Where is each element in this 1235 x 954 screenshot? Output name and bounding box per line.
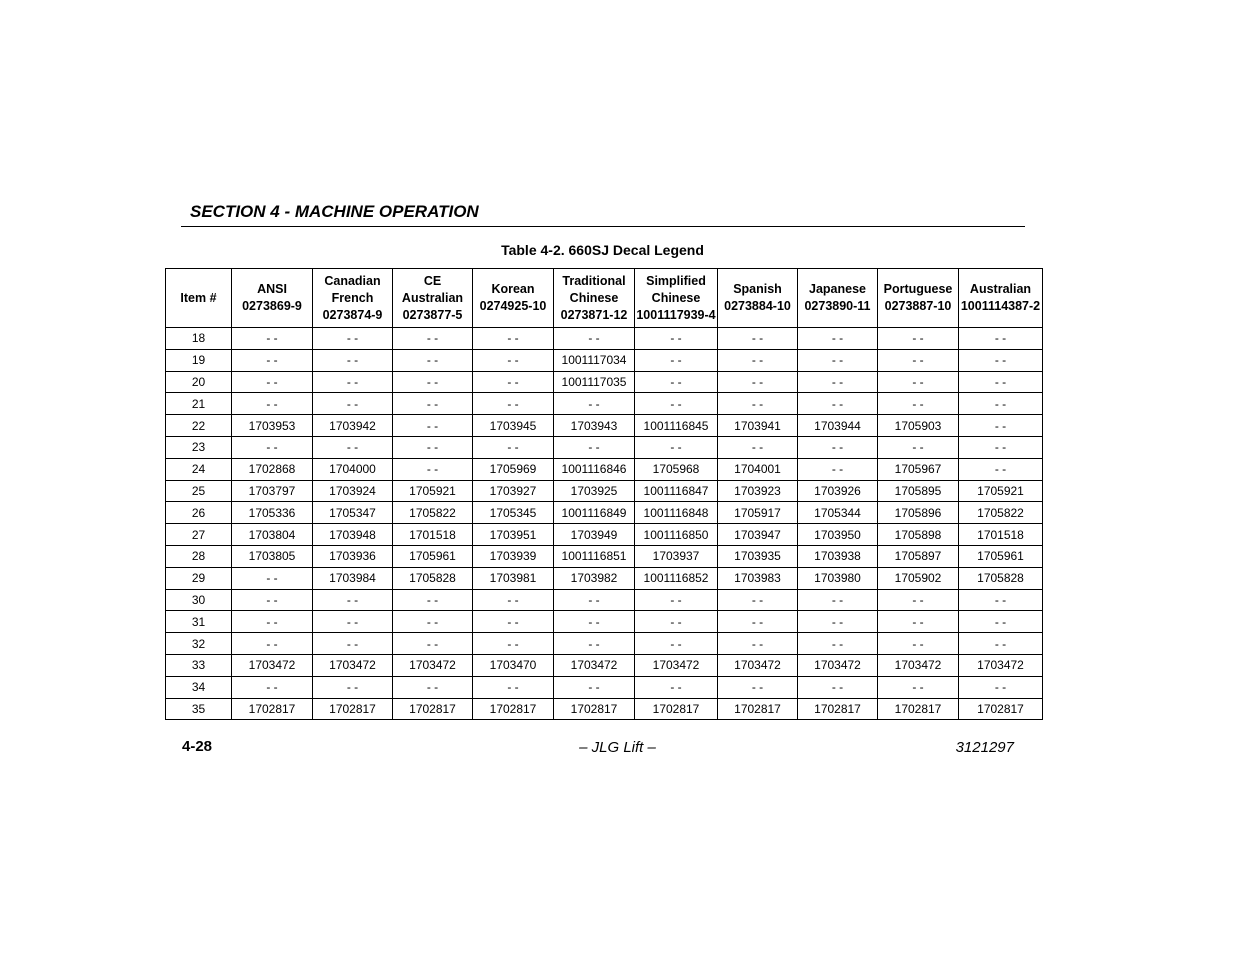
table-cell: 1703472 bbox=[878, 654, 959, 676]
table-cell: 1001116848 bbox=[635, 502, 718, 524]
table-cell: 1703470 bbox=[473, 654, 554, 676]
table-cell: 1703943 bbox=[554, 415, 635, 437]
column-header bbox=[798, 269, 878, 328]
item-number-cell: 32 bbox=[166, 633, 232, 655]
table-cell: - - bbox=[798, 676, 878, 698]
item-number-cell: 35 bbox=[166, 698, 232, 720]
table-cell: - - bbox=[554, 676, 635, 698]
table-cell: 1703938 bbox=[798, 545, 878, 567]
table-cell: 1702817 bbox=[959, 698, 1043, 720]
table-cell: - - bbox=[959, 415, 1043, 437]
table-cell: - - bbox=[232, 371, 313, 393]
table-body bbox=[166, 328, 1043, 720]
table-cell: 1001116846 bbox=[554, 458, 635, 480]
table-row bbox=[166, 654, 1043, 676]
column-header-line: 0273884-10 bbox=[724, 299, 791, 313]
item-number-cell: 26 bbox=[166, 502, 232, 524]
table-cell: - - bbox=[473, 436, 554, 458]
table-cell: - - bbox=[635, 371, 718, 393]
table-cell: - - bbox=[798, 611, 878, 633]
table-cell: - - bbox=[878, 611, 959, 633]
table-cell: - - bbox=[232, 676, 313, 698]
table-cell: - - bbox=[959, 371, 1043, 393]
table-cell: 1705895 bbox=[878, 480, 959, 502]
item-number-cell: 20 bbox=[166, 371, 232, 393]
column-header bbox=[313, 269, 393, 328]
table-cell: - - bbox=[959, 328, 1043, 350]
table-cell: 1001117035 bbox=[554, 371, 635, 393]
column-header bbox=[166, 269, 232, 328]
table-cell: - - bbox=[635, 676, 718, 698]
table-cell: - - bbox=[313, 436, 393, 458]
column-header bbox=[473, 269, 554, 328]
table-cell: 1703942 bbox=[313, 415, 393, 437]
column-header-line: Item # bbox=[180, 290, 217, 305]
table-cell: - - bbox=[798, 589, 878, 611]
table-cell: 1705822 bbox=[959, 502, 1043, 524]
table-cell: 1703926 bbox=[798, 480, 878, 502]
table-cell: 1703980 bbox=[798, 567, 878, 589]
table-cell: - - bbox=[313, 349, 393, 371]
table-cell: - - bbox=[718, 328, 798, 350]
table-cell: - - bbox=[635, 349, 718, 371]
item-number-cell: 18 bbox=[166, 328, 232, 350]
table-cell: 1703937 bbox=[635, 545, 718, 567]
table-cell: - - bbox=[232, 567, 313, 589]
table-cell: - - bbox=[554, 436, 635, 458]
column-header bbox=[959, 269, 1043, 328]
table-cell: 1705344 bbox=[798, 502, 878, 524]
column-header-line: CE bbox=[423, 273, 442, 288]
table-cell: 1703925 bbox=[554, 480, 635, 502]
item-number-cell: 28 bbox=[166, 545, 232, 567]
table-cell: - - bbox=[718, 633, 798, 655]
table-cell: 1705961 bbox=[959, 545, 1043, 567]
table-cell: 1705967 bbox=[878, 458, 959, 480]
column-header-line: 0273869-9 bbox=[242, 299, 302, 313]
table-cell: 1702817 bbox=[718, 698, 798, 720]
table-cell: 1703949 bbox=[554, 524, 635, 546]
table-cell: 1705917 bbox=[718, 502, 798, 524]
table-cell: 1705828 bbox=[393, 567, 473, 589]
table-cell: - - bbox=[798, 328, 878, 350]
table-cell: - - bbox=[798, 436, 878, 458]
table-cell: - - bbox=[473, 611, 554, 633]
table-cell: - - bbox=[473, 349, 554, 371]
table-cell: - - bbox=[718, 436, 798, 458]
table-cell: - - bbox=[232, 436, 313, 458]
table-cell: 1701518 bbox=[959, 524, 1043, 546]
table-cell: - - bbox=[473, 589, 554, 611]
table-cell: - - bbox=[313, 328, 393, 350]
table-cell: - - bbox=[554, 589, 635, 611]
item-number-cell: 21 bbox=[166, 393, 232, 415]
item-number-cell: 29 bbox=[166, 567, 232, 589]
table-row bbox=[166, 524, 1043, 546]
table-cell: - - bbox=[959, 393, 1043, 415]
item-number-cell: 19 bbox=[166, 349, 232, 371]
table-cell: 1705903 bbox=[878, 415, 959, 437]
table-cell: - - bbox=[959, 458, 1043, 480]
table-cell: - - bbox=[393, 611, 473, 633]
table-cell: 1001116847 bbox=[635, 480, 718, 502]
table-row bbox=[166, 589, 1043, 611]
table-cell: 1703984 bbox=[313, 567, 393, 589]
table-cell: - - bbox=[718, 589, 798, 611]
column-header-line: Japanese bbox=[809, 282, 866, 296]
table-cell: 1705961 bbox=[393, 545, 473, 567]
column-header-line: French bbox=[331, 290, 374, 305]
column-header-line: 0273871-12 bbox=[560, 307, 628, 322]
table-row bbox=[166, 371, 1043, 393]
table-cell: 1703939 bbox=[473, 545, 554, 567]
table-cell: 1703935 bbox=[718, 545, 798, 567]
table-cell: - - bbox=[798, 393, 878, 415]
table-cell: - - bbox=[473, 328, 554, 350]
table-cell: 1703981 bbox=[473, 567, 554, 589]
table-cell: - - bbox=[635, 328, 718, 350]
table-row bbox=[166, 502, 1043, 524]
table-cell: - - bbox=[393, 415, 473, 437]
table-cell: - - bbox=[232, 611, 313, 633]
column-header-line: 1001114387-2 bbox=[960, 299, 1041, 313]
table-cell: 1702868 bbox=[232, 458, 313, 480]
table-cell: 1703804 bbox=[232, 524, 313, 546]
table-row bbox=[166, 545, 1043, 567]
table-cell: 1704001 bbox=[718, 458, 798, 480]
table-cell: - - bbox=[959, 611, 1043, 633]
table-cell: 1703982 bbox=[554, 567, 635, 589]
column-header-line: 0273890-11 bbox=[804, 299, 871, 313]
table-row bbox=[166, 633, 1043, 655]
table-cell: 1702817 bbox=[878, 698, 959, 720]
table-cell: 1001116849 bbox=[554, 502, 635, 524]
table-cell: 1705336 bbox=[232, 502, 313, 524]
column-header bbox=[635, 269, 718, 328]
table-cell: - - bbox=[635, 633, 718, 655]
table-cell: - - bbox=[798, 458, 878, 480]
page-number: 4-28 bbox=[182, 738, 213, 755]
column-header-line: Australian bbox=[969, 282, 1032, 296]
table-cell: - - bbox=[635, 436, 718, 458]
table-cell: - - bbox=[635, 393, 718, 415]
item-number-cell: 22 bbox=[166, 415, 232, 437]
column-header-line: 0273874-9 bbox=[322, 307, 383, 322]
table-cell: 1703953 bbox=[232, 415, 313, 437]
item-number-cell: 27 bbox=[166, 524, 232, 546]
column-header-line: Simplified bbox=[646, 273, 706, 288]
table-cell: 1001116852 bbox=[635, 567, 718, 589]
table-cell: 1703472 bbox=[313, 654, 393, 676]
table-cell: 1001116845 bbox=[635, 415, 718, 437]
table-row bbox=[166, 698, 1043, 720]
item-number-cell: 23 bbox=[166, 436, 232, 458]
column-header-line: 0273877-5 bbox=[402, 307, 463, 322]
table-cell: - - bbox=[393, 393, 473, 415]
table-cell: - - bbox=[473, 676, 554, 698]
column-header bbox=[232, 269, 313, 328]
table-cell: - - bbox=[473, 371, 554, 393]
table-cell: 1702817 bbox=[473, 698, 554, 720]
item-number-cell: 33 bbox=[166, 654, 232, 676]
item-number-cell: 24 bbox=[166, 458, 232, 480]
table-cell: - - bbox=[393, 458, 473, 480]
table-cell: - - bbox=[473, 633, 554, 655]
table-cell: - - bbox=[232, 633, 313, 655]
table-cell: 1703805 bbox=[232, 545, 313, 567]
table-cell: - - bbox=[718, 371, 798, 393]
table-cell: 1001117034 bbox=[554, 349, 635, 371]
table-header-row bbox=[166, 269, 1043, 328]
table-cell: 1705921 bbox=[959, 480, 1043, 502]
table-cell: 1703472 bbox=[798, 654, 878, 676]
table-cell: 1705897 bbox=[878, 545, 959, 567]
table-cell: - - bbox=[232, 393, 313, 415]
table-cell: 1703472 bbox=[718, 654, 798, 676]
table-row bbox=[166, 480, 1043, 502]
table-title: Table 4-2. 660SJ Decal Legend bbox=[501, 242, 704, 258]
table-row bbox=[166, 415, 1043, 437]
decal-legend-table bbox=[165, 268, 1043, 720]
table-cell: - - bbox=[313, 371, 393, 393]
table-row bbox=[166, 676, 1043, 698]
table-cell: - - bbox=[878, 393, 959, 415]
column-header-line: 1001117939-4 bbox=[636, 307, 716, 322]
table-cell: - - bbox=[959, 676, 1043, 698]
table-row bbox=[166, 328, 1043, 350]
table-cell: 1703983 bbox=[718, 567, 798, 589]
table-cell: - - bbox=[798, 349, 878, 371]
column-header-line: ANSI bbox=[257, 282, 287, 296]
table-cell: - - bbox=[393, 676, 473, 698]
table-cell: 1705345 bbox=[473, 502, 554, 524]
column-header-line: 0273887-10 bbox=[884, 299, 952, 313]
item-number-cell: 30 bbox=[166, 589, 232, 611]
table-row bbox=[166, 436, 1043, 458]
column-header-line: 0274925-10 bbox=[479, 299, 547, 313]
table-cell: 1702817 bbox=[313, 698, 393, 720]
table-cell: 1703947 bbox=[718, 524, 798, 546]
table-row bbox=[166, 611, 1043, 633]
item-number-cell: 25 bbox=[166, 480, 232, 502]
table-cell: - - bbox=[959, 589, 1043, 611]
column-header-line: Portuguese bbox=[883, 282, 953, 296]
table-cell: - - bbox=[313, 676, 393, 698]
table-cell: - - bbox=[232, 349, 313, 371]
table-cell: 1703945 bbox=[473, 415, 554, 437]
table-cell: 1703941 bbox=[718, 415, 798, 437]
table-row bbox=[166, 458, 1043, 480]
table-cell: - - bbox=[798, 371, 878, 393]
table-cell: 1702817 bbox=[798, 698, 878, 720]
table-cell: 1703797 bbox=[232, 480, 313, 502]
table-cell: - - bbox=[878, 589, 959, 611]
column-header bbox=[878, 269, 959, 328]
table-cell: 1703950 bbox=[798, 524, 878, 546]
table-cell: 1705828 bbox=[959, 567, 1043, 589]
table-cell: - - bbox=[878, 436, 959, 458]
table-cell: 1702817 bbox=[232, 698, 313, 720]
table-cell: - - bbox=[313, 633, 393, 655]
table-cell: - - bbox=[798, 633, 878, 655]
table-cell: 1704000 bbox=[313, 458, 393, 480]
table-cell: 1702817 bbox=[635, 698, 718, 720]
header-divider bbox=[181, 226, 1025, 227]
table-cell: 1705921 bbox=[393, 480, 473, 502]
table-cell: - - bbox=[393, 436, 473, 458]
table-cell: - - bbox=[878, 676, 959, 698]
table-row bbox=[166, 349, 1043, 371]
column-header-line: Chinese bbox=[569, 290, 619, 305]
table-cell: 1001116850 bbox=[635, 524, 718, 546]
table-cell: 1703472 bbox=[959, 654, 1043, 676]
column-header-line: Traditional bbox=[562, 273, 626, 288]
document-number: 3121297 bbox=[955, 739, 1014, 756]
column-header bbox=[718, 269, 798, 328]
table-cell: - - bbox=[635, 589, 718, 611]
table-cell: 1703951 bbox=[473, 524, 554, 546]
column-header bbox=[393, 269, 473, 328]
table-cell: - - bbox=[718, 349, 798, 371]
table-cell: - - bbox=[554, 611, 635, 633]
table-cell: 1705969 bbox=[473, 458, 554, 480]
column-header-line: Spanish bbox=[733, 282, 782, 296]
table-row bbox=[166, 393, 1043, 415]
table-cell: - - bbox=[393, 371, 473, 393]
table-cell: 1702817 bbox=[393, 698, 473, 720]
table-cell: - - bbox=[232, 589, 313, 611]
item-number-cell: 31 bbox=[166, 611, 232, 633]
section-title: SECTION 4 - MACHINE OPERATION bbox=[190, 202, 479, 221]
table-cell: - - bbox=[554, 393, 635, 415]
footer-brand: – JLG Lift – bbox=[579, 739, 656, 756]
table-cell: - - bbox=[313, 393, 393, 415]
table-cell: 1703924 bbox=[313, 480, 393, 502]
table-cell: 1703927 bbox=[473, 480, 554, 502]
column-header-line: Korean bbox=[491, 282, 535, 296]
table-cell: - - bbox=[959, 349, 1043, 371]
table-cell: - - bbox=[718, 611, 798, 633]
table-cell: 1705968 bbox=[635, 458, 718, 480]
table-cell: 1703472 bbox=[635, 654, 718, 676]
table-cell: - - bbox=[554, 328, 635, 350]
table-cell: 1701518 bbox=[393, 524, 473, 546]
table-cell: 1705822 bbox=[393, 502, 473, 524]
column-header-line: Canadian bbox=[324, 273, 381, 288]
table-cell: - - bbox=[473, 393, 554, 415]
table-cell: - - bbox=[878, 371, 959, 393]
table-cell: 1702817 bbox=[554, 698, 635, 720]
table-cell: - - bbox=[232, 328, 313, 350]
table-cell: 1705902 bbox=[878, 567, 959, 589]
table-cell: - - bbox=[313, 611, 393, 633]
table-cell: - - bbox=[718, 393, 798, 415]
table-cell: - - bbox=[393, 633, 473, 655]
table-cell: 1703472 bbox=[232, 654, 313, 676]
table-cell: 1703472 bbox=[393, 654, 473, 676]
table-cell: - - bbox=[635, 611, 718, 633]
table-cell: - - bbox=[878, 349, 959, 371]
table-cell: - - bbox=[959, 633, 1043, 655]
table-cell: - - bbox=[878, 633, 959, 655]
table-cell: - - bbox=[393, 328, 473, 350]
table-cell: 1705898 bbox=[878, 524, 959, 546]
table-cell: - - bbox=[313, 589, 393, 611]
table-cell: - - bbox=[393, 349, 473, 371]
table-row bbox=[166, 567, 1043, 589]
table-cell: 1703948 bbox=[313, 524, 393, 546]
table-cell: - - bbox=[718, 676, 798, 698]
column-header bbox=[554, 269, 635, 328]
table-cell: 1703944 bbox=[798, 415, 878, 437]
table-cell: - - bbox=[959, 436, 1043, 458]
table-cell: - - bbox=[878, 328, 959, 350]
table-cell: - - bbox=[554, 633, 635, 655]
table-cell: - - bbox=[393, 589, 473, 611]
table-cell: 1705347 bbox=[313, 502, 393, 524]
table-cell: 1703472 bbox=[554, 654, 635, 676]
table-cell: 1001116851 bbox=[554, 545, 635, 567]
column-header-line: Chinese bbox=[651, 290, 701, 305]
column-header-line: Australian bbox=[401, 290, 464, 305]
table-cell: 1703936 bbox=[313, 545, 393, 567]
table-cell: 1705896 bbox=[878, 502, 959, 524]
table-cell: 1703923 bbox=[718, 480, 798, 502]
item-number-cell: 34 bbox=[166, 676, 232, 698]
